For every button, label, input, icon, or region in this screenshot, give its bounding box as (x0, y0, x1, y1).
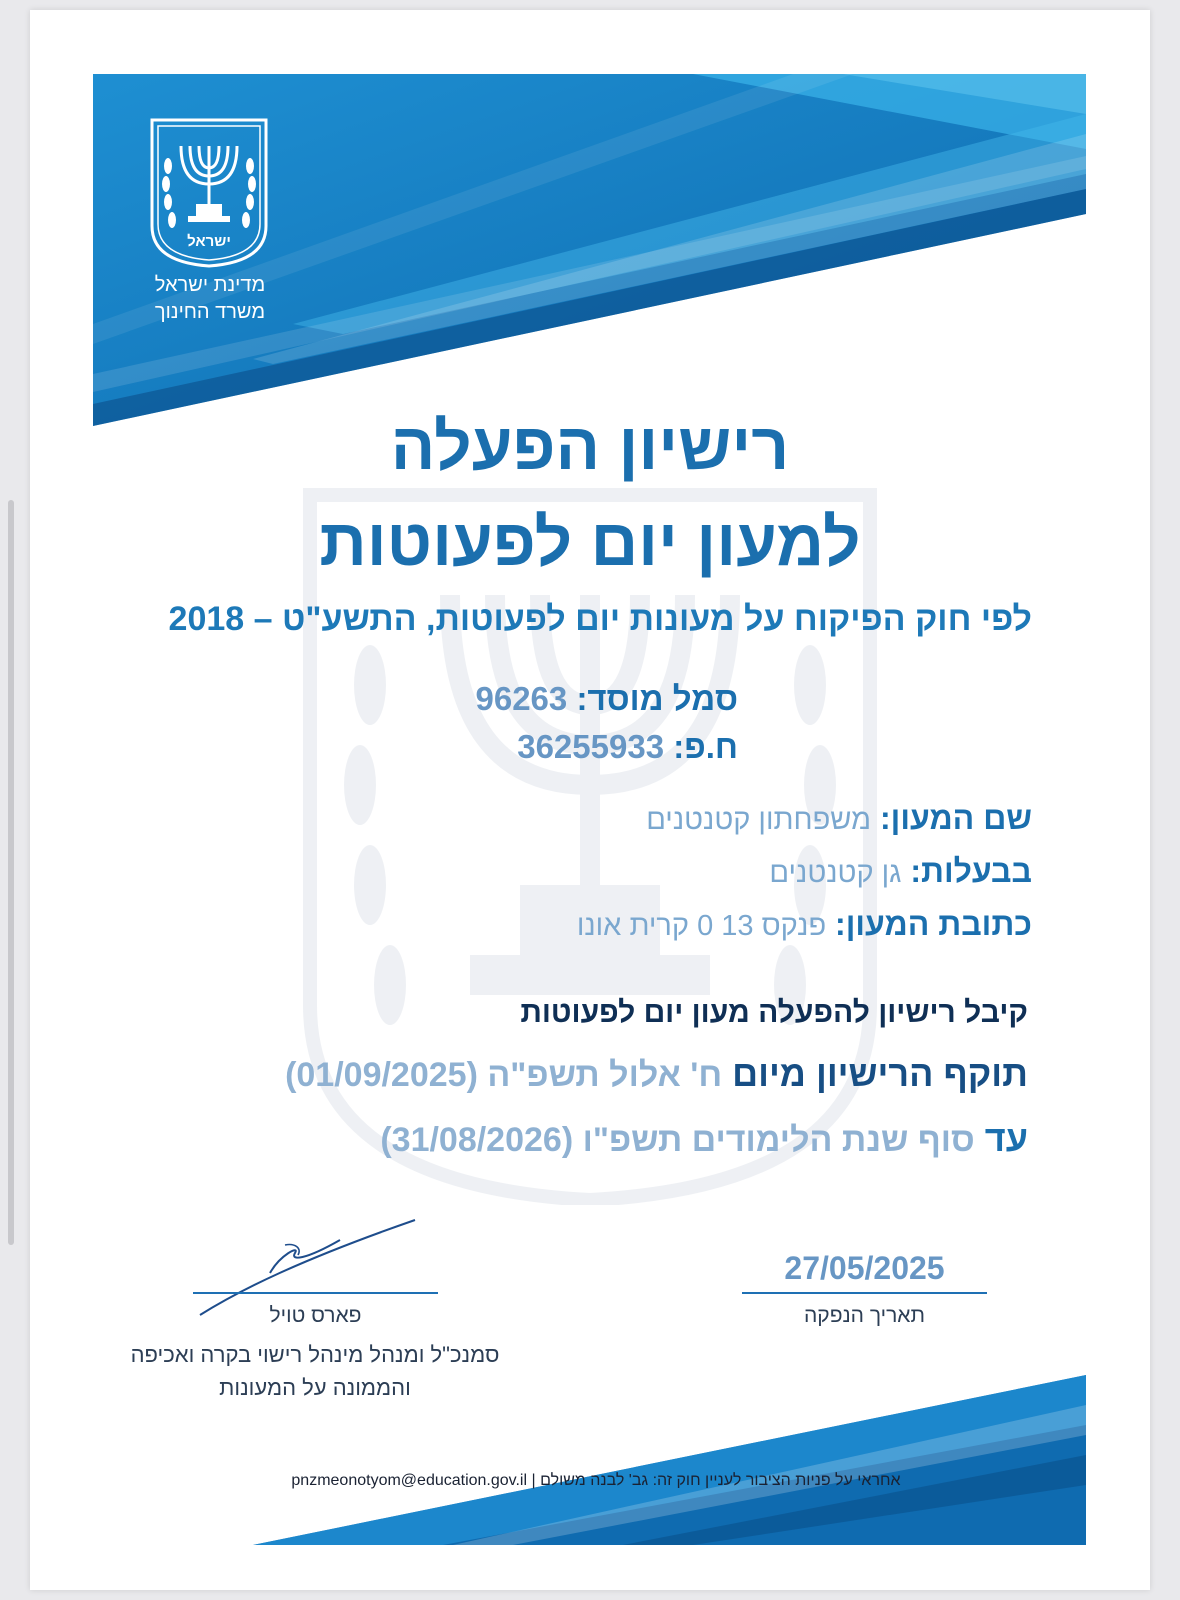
owner-label: בבעלות: (910, 853, 1032, 889)
owner-row (769, 853, 1032, 890)
daycare-name-value: משפחתון קטנטנים (646, 804, 872, 836)
scrollbar[interactable] (8, 500, 14, 1245)
owner-value: גן קטנטנים (769, 857, 902, 889)
company-id-label: ח.פ: (673, 728, 738, 765)
received-license-text: קיבל רישיון להפעלה מעון יום לפעוטות (520, 996, 1028, 1029)
issue-date-caption: תאריך הנפקה (804, 1304, 925, 1327)
watermark-emblem-icon (300, 485, 880, 1205)
ministry-line2: משרד החינוך (154, 301, 266, 323)
company-id-row (517, 728, 738, 766)
ministry-line1: מדינת ישראל (154, 274, 266, 296)
institution-value: 96263 (475, 680, 568, 717)
institution-code-row (476, 680, 739, 718)
issue-date-line (742, 1292, 987, 1294)
valid-from-row (285, 1053, 1028, 1095)
title-line2: למעון יום לפעוטות (319, 505, 861, 579)
valid-from-value: ח' אלול תשפ"ה (01/09/2025) (285, 1056, 723, 1094)
daycare-name-row (646, 800, 1032, 837)
company-id-value: 36255933 (517, 728, 665, 765)
footer-contact: אחראי על פניות הציבור לעניין חוק זה: גב' לבנה משולם | pnzmeonotyom@education.gov.il (291, 1472, 901, 1489)
signature-line (193, 1292, 438, 1294)
address-row (577, 906, 1032, 943)
menorah-emblem-icon (148, 116, 270, 268)
institution-label: סמל מוסד: (576, 680, 738, 717)
signer-name: פארס טויל (269, 1304, 362, 1327)
address-label: כתובת המעון: (835, 906, 1032, 942)
signer-role-line2: והממונה על המעונות (219, 1375, 411, 1400)
signer-role-line1: סמנכ"ל ומנהל מינהל רישוי בקרה ואכיפה (130, 1342, 500, 1367)
ministry-name (130, 272, 290, 326)
emblem-text: ישראל (187, 233, 231, 250)
title-line1: רישיון הפעלה (390, 409, 790, 483)
footer-banner (93, 1375, 1086, 1545)
daycare-name-label: שם המעון: (880, 800, 1032, 836)
valid-from-label: תוקף הרישיון מיום (732, 1053, 1028, 1094)
valid-until-row (380, 1118, 1028, 1160)
address-value: פנקס 13 0 קרית אונו (576, 910, 827, 942)
issue-date: 27/05/2025 (784, 1250, 945, 1286)
certificate-page (30, 10, 1150, 1590)
law-subtitle: לפי חוק הפיקוח על מעונות יום לפעוטות, התשע"ט – 2018 (168, 600, 1032, 638)
valid-until-value: סוף שנת הלימודים תשפ"ו (31/08/2026) (380, 1121, 975, 1159)
valid-until-label: עד (984, 1118, 1028, 1159)
